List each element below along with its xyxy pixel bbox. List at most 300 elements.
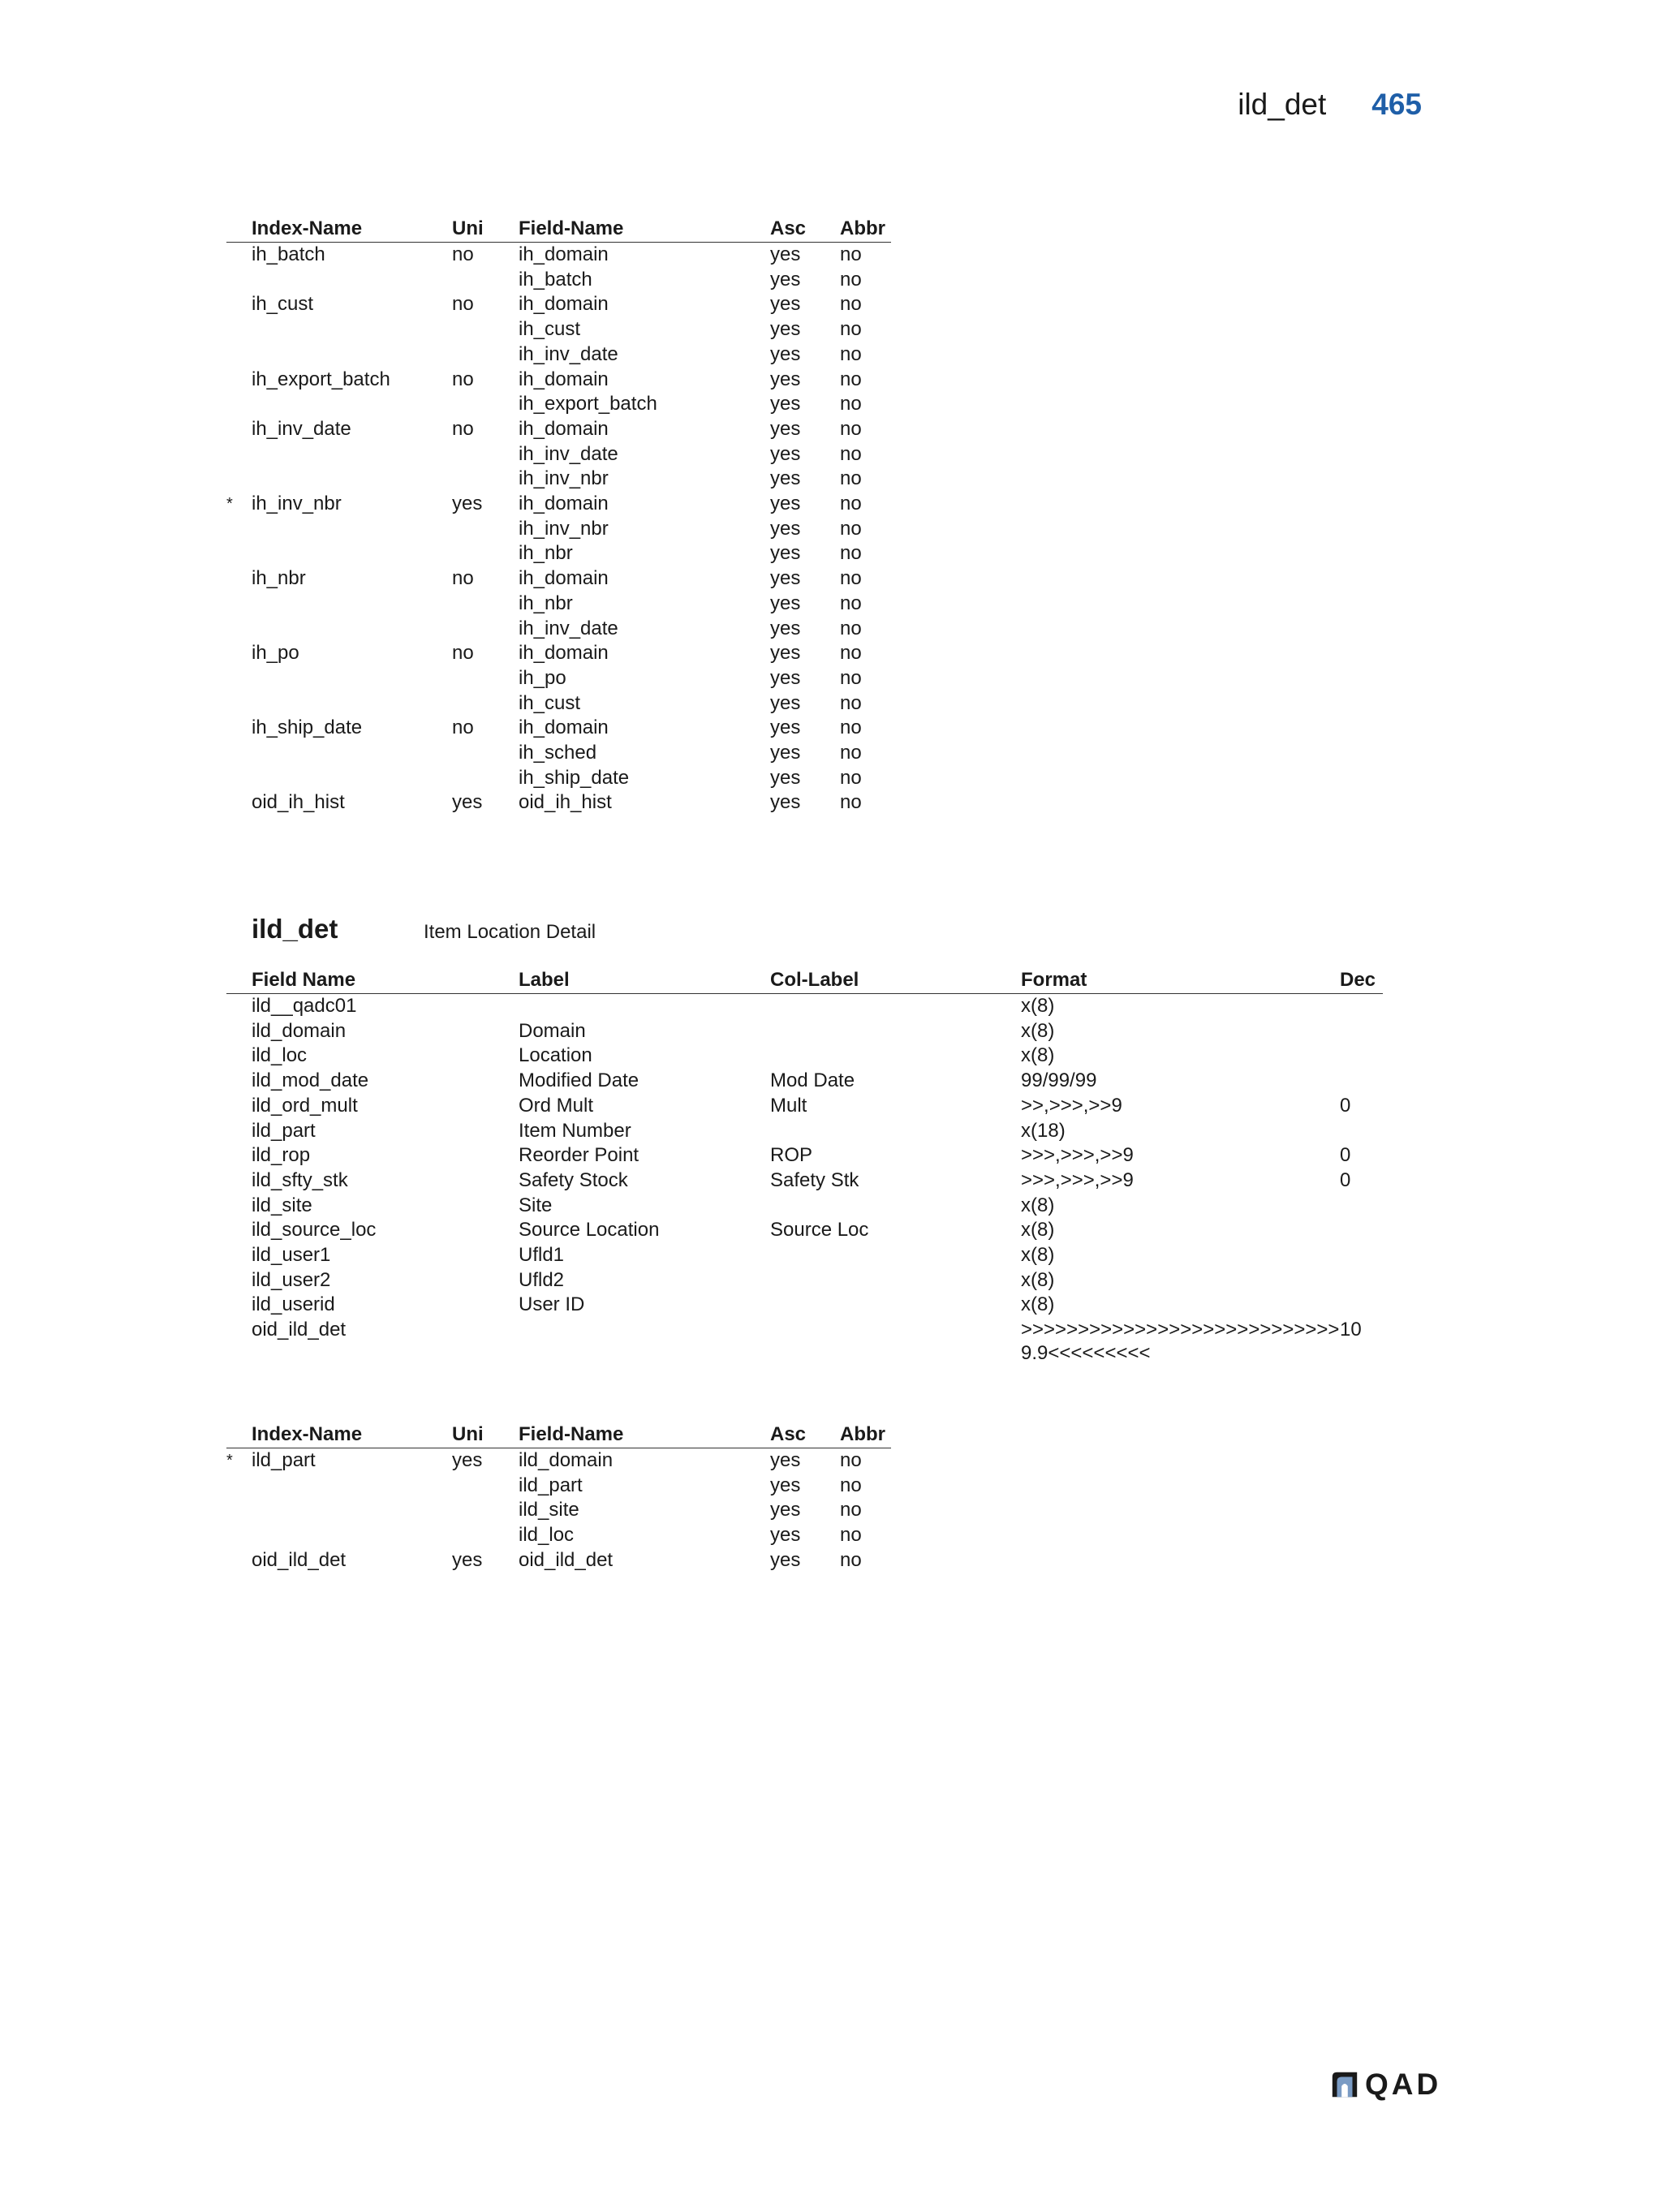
- index-table-body: [226, 1448, 891, 1573]
- uni-cell: [452, 268, 519, 293]
- abbr-cell: no: [840, 691, 862, 714]
- primary-index-marker: [226, 741, 252, 766]
- field-name-cell: ild_sfty_stk: [252, 1168, 348, 1191]
- field-name-cell: ild_ord_mult: [252, 1094, 358, 1117]
- index-name-cell: [252, 666, 452, 691]
- asc-cell: yes: [770, 1449, 801, 1471]
- label-cell: Item Number: [519, 1119, 631, 1142]
- uni-cell: [452, 666, 519, 691]
- field-name-cell: ih_inv_nbr: [519, 467, 609, 490]
- table-row: [226, 392, 891, 417]
- dec-cell: [1340, 1194, 1383, 1219]
- index-name-cell: ih_nbr: [252, 567, 306, 590]
- table-row: [226, 467, 891, 492]
- uni-cell: [452, 691, 519, 717]
- index-primary-marker-header: [226, 1418, 252, 1448]
- index-table-ih-hist: [226, 213, 891, 816]
- format-cell: >>>,>>>,>>9: [1021, 1144, 1134, 1167]
- label-cell: User ID: [519, 1293, 585, 1316]
- primary-index-marker: [226, 467, 252, 492]
- index-name-cell: [252, 1474, 452, 1499]
- table-row: [226, 666, 891, 691]
- field-name-cell: ild_part: [519, 1474, 583, 1496]
- table-row: [226, 1318, 1383, 1365]
- table-row: [226, 1019, 1383, 1044]
- table-row: [226, 1044, 1383, 1069]
- label-cell: Site: [519, 1194, 553, 1216]
- asc-cell: yes: [770, 368, 801, 390]
- field-name-cell: ih_domain: [519, 642, 609, 665]
- dec-cell: 0: [1340, 1168, 1351, 1191]
- row-spacer: [226, 1069, 252, 1094]
- label-cell: Ord Mult: [519, 1094, 594, 1117]
- uni-cell: no: [452, 417, 474, 440]
- table-row: [226, 741, 891, 766]
- index-name-cell: [252, 592, 452, 617]
- field-name-cell: ih_export_batch: [519, 393, 657, 415]
- format-cell: x(18): [1021, 1119, 1066, 1142]
- field-name-cell: oid_ild_det: [519, 1548, 614, 1571]
- primary-index-marker: [226, 317, 252, 342]
- uni-cell: no: [452, 368, 474, 390]
- table-row: [226, 292, 891, 317]
- uni-cell: [452, 1498, 519, 1523]
- table-row: [226, 442, 891, 467]
- table-row: [226, 1119, 1383, 1144]
- index-name-cell: [252, 467, 452, 492]
- field-name-cell: ih_inv_date: [519, 442, 618, 465]
- index-name-cell: [252, 766, 452, 791]
- table-row: [226, 317, 891, 342]
- table-description: Item Location Detail: [424, 921, 596, 943]
- col-label-cell: [770, 1194, 1021, 1219]
- asc-cell: yes: [770, 666, 801, 689]
- index-name-cell: [252, 691, 452, 717]
- abbr-cell: no: [840, 342, 862, 365]
- table-row: [226, 716, 891, 741]
- page-number: 465: [1371, 88, 1422, 121]
- index-name-cell: ih_inv_nbr: [252, 493, 342, 515]
- col-label-cell: Safety Stk: [770, 1168, 859, 1191]
- primary-index-marker: [226, 1523, 252, 1548]
- abbr-cell: no: [840, 318, 862, 341]
- index-name-cell: [252, 1523, 452, 1548]
- index-name-cell: [252, 268, 452, 293]
- asc-cell: yes: [770, 517, 801, 540]
- asc-cell: yes: [770, 293, 801, 316]
- primary-index-marker: [226, 292, 252, 317]
- abbr-cell: no: [840, 717, 862, 739]
- primary-index-marker: [226, 592, 252, 617]
- primary-index-marker: [226, 368, 252, 393]
- asc-cell: yes: [770, 268, 801, 290]
- uni-cell: [452, 442, 519, 467]
- page-header: [1238, 88, 1422, 122]
- field-name-cell: ild_part: [252, 1119, 316, 1142]
- table-row: [226, 994, 1383, 1019]
- col-header-label: Label: [519, 964, 770, 994]
- index-name-cell: [252, 1498, 452, 1523]
- col-label-cell: [770, 1268, 1021, 1293]
- dec-cell: 0: [1340, 1144, 1351, 1167]
- table-row: [226, 1448, 891, 1474]
- primary-index-marker: [226, 790, 252, 816]
- uni-cell: yes: [452, 1548, 483, 1571]
- table-row: [226, 790, 891, 816]
- index-name-cell: [252, 342, 452, 368]
- field-table-body: [226, 994, 1383, 1366]
- field-name-cell: ild_loc: [519, 1524, 575, 1547]
- field-name-cell: ild_site: [519, 1499, 579, 1521]
- col-header-field-name: Field-Name: [519, 1418, 770, 1448]
- col-header-format: Format: [1021, 964, 1340, 994]
- index-name-cell: [252, 392, 452, 417]
- primary-index-marker: [226, 268, 252, 293]
- table-row: [226, 641, 891, 666]
- table-row: [226, 417, 891, 442]
- uni-cell: yes: [452, 1449, 483, 1471]
- row-spacer: [226, 1094, 252, 1119]
- field-name-cell: ih_nbr: [519, 542, 573, 565]
- table-row: [226, 1293, 1383, 1318]
- field-name-cell: ih_domain: [519, 567, 609, 590]
- format-cell: x(8): [1021, 1044, 1055, 1067]
- index-name-cell: ih_export_batch: [252, 368, 390, 390]
- table-row: [226, 766, 891, 791]
- asc-cell: yes: [770, 742, 801, 764]
- table-row: [226, 492, 891, 517]
- asc-cell: yes: [770, 342, 801, 365]
- field-name-cell: oid_ih_hist: [519, 791, 612, 814]
- field-name-cell: ild_loc: [252, 1044, 308, 1067]
- uni-cell: yes: [452, 493, 483, 515]
- abbr-cell: no: [840, 517, 862, 540]
- primary-index-marker: [226, 243, 252, 268]
- field-name-cell: ih_domain: [519, 368, 609, 390]
- format-cell: x(8): [1021, 1244, 1055, 1267]
- table-row: [226, 1523, 891, 1548]
- primary-index-marker: [226, 342, 252, 368]
- table-row: [226, 1268, 1383, 1293]
- format-cell: >>>>>>>>>>>>>>>>>>>>>>>>>>>>9.9<<<<<<<<<: [1021, 1319, 1340, 1365]
- field-name-cell: ild_userid: [252, 1293, 335, 1316]
- primary-index-marker: [226, 417, 252, 442]
- field-name-cell: ih_cust: [519, 318, 581, 341]
- table-row: [226, 1218, 1383, 1243]
- row-spacer: [226, 1194, 252, 1219]
- col-header-abbr: Abbr: [840, 1418, 891, 1448]
- table-row: [226, 1474, 891, 1499]
- abbr-cell: no: [840, 393, 862, 415]
- uni-cell: [452, 617, 519, 642]
- abbr-cell: no: [840, 1449, 862, 1471]
- col-header-uni: Uni: [452, 1418, 519, 1448]
- asc-cell: yes: [770, 766, 801, 789]
- uni-cell: [452, 541, 519, 566]
- primary-index-marker: [226, 716, 252, 741]
- field-table-ild-det: [226, 964, 1383, 1365]
- col-label-cell: [770, 1044, 1021, 1069]
- dec-cell: 10: [1340, 1319, 1362, 1341]
- field-name-cell: ild_domain: [252, 1019, 347, 1042]
- primary-index-marker: [226, 1474, 252, 1499]
- dec-cell: [1340, 1019, 1383, 1044]
- field-name-cell: ih_po: [519, 666, 566, 689]
- field-name-cell: ih_nbr: [519, 592, 573, 614]
- table-row: [226, 691, 891, 717]
- index-name-cell: [252, 517, 452, 542]
- running-header-title: ild_det: [1238, 88, 1327, 121]
- row-spacer: [226, 1268, 252, 1293]
- primary-index-marker: [226, 442, 252, 467]
- label-cell: Ufld1: [519, 1244, 565, 1267]
- uni-cell: [452, 741, 519, 766]
- format-cell: >>>,>>>,>>9: [1021, 1168, 1134, 1191]
- col-label-cell: Mod Date: [770, 1069, 855, 1092]
- col-label-cell: [770, 1119, 1021, 1144]
- index-primary-marker-header: [226, 213, 252, 243]
- field-name-cell: ild_user2: [252, 1268, 331, 1291]
- index-name-cell: oid_ih_hist: [252, 791, 345, 814]
- field-name-cell: ild_mod_date: [252, 1069, 369, 1092]
- asc-cell: yes: [770, 1548, 801, 1571]
- col-label-cell: [770, 1293, 1021, 1318]
- table-row: [226, 566, 891, 592]
- primary-index-marker: [226, 766, 252, 791]
- abbr-cell: no: [840, 467, 862, 490]
- abbr-cell: no: [840, 742, 862, 764]
- field-name-cell: ih_domain: [519, 417, 609, 440]
- asc-cell: yes: [770, 393, 801, 415]
- label-cell: Safety Stock: [519, 1168, 628, 1191]
- dec-cell: [1340, 1218, 1383, 1243]
- table-row: [226, 1498, 891, 1523]
- uni-cell: [452, 467, 519, 492]
- abbr-cell: no: [840, 417, 862, 440]
- label-cell: [519, 994, 770, 1019]
- col-header-col-label: Col-Label: [770, 964, 1021, 994]
- col-header-uni: Uni: [452, 213, 519, 243]
- col-label-cell: Mult: [770, 1094, 807, 1117]
- abbr-cell: no: [840, 642, 862, 665]
- table-row: [226, 617, 891, 642]
- asc-cell: yes: [770, 467, 801, 490]
- row-spacer: [226, 1293, 252, 1318]
- format-cell: x(8): [1021, 1019, 1055, 1042]
- format-cell: x(8): [1021, 1268, 1055, 1291]
- abbr-cell: no: [840, 791, 862, 814]
- asc-cell: yes: [770, 542, 801, 565]
- uni-cell: [452, 392, 519, 417]
- label-cell: Domain: [519, 1019, 586, 1042]
- abbr-cell: no: [840, 243, 862, 265]
- table-row: [226, 1548, 891, 1573]
- primary-index-marker: [226, 1548, 252, 1573]
- qad-logo-icon: [1329, 2069, 1360, 2100]
- col-header-dec: Dec: [1340, 964, 1383, 994]
- row-spacer: [226, 1218, 252, 1243]
- field-name-cell: ih_domain: [519, 243, 609, 265]
- logo-wordmark: QAD: [1365, 2068, 1442, 2101]
- uni-cell: [452, 342, 519, 368]
- table-row: [226, 1069, 1383, 1094]
- asc-cell: yes: [770, 617, 801, 639]
- uni-cell: [452, 517, 519, 542]
- table-row: [226, 342, 891, 368]
- abbr-cell: no: [840, 1499, 862, 1521]
- asc-cell: yes: [770, 442, 801, 465]
- uni-cell: no: [452, 243, 474, 265]
- table-row: [226, 541, 891, 566]
- format-cell: x(8): [1021, 995, 1055, 1017]
- table-row: [226, 1243, 1383, 1268]
- abbr-cell: no: [840, 766, 862, 789]
- abbr-cell: no: [840, 1474, 862, 1496]
- primary-index-marker: [226, 617, 252, 642]
- format-cell: x(8): [1021, 1293, 1055, 1316]
- row-spacer: [226, 1318, 252, 1365]
- primary-index-marker: [226, 392, 252, 417]
- dec-cell: [1340, 1243, 1383, 1268]
- col-label-cell: [770, 1318, 1021, 1365]
- dec-cell: [1340, 1268, 1383, 1293]
- asc-cell: yes: [770, 1499, 801, 1521]
- field-name-cell: ih_inv_date: [519, 617, 618, 639]
- asc-cell: yes: [770, 791, 801, 814]
- abbr-cell: no: [840, 592, 862, 614]
- asc-cell: yes: [770, 642, 801, 665]
- row-spacer: [226, 1044, 252, 1069]
- index-name-cell: [252, 617, 452, 642]
- index-name-cell: oid_ild_det: [252, 1548, 347, 1571]
- label-cell: [519, 1318, 770, 1365]
- index-table-ild-det: [226, 1418, 891, 1573]
- abbr-cell: no: [840, 617, 862, 639]
- primary-index-marker: [226, 666, 252, 691]
- col-header-field-name: Field Name: [252, 964, 519, 994]
- row-spacer: [226, 1243, 252, 1268]
- label-cell: Modified Date: [519, 1069, 639, 1092]
- primary-index-marker: [226, 517, 252, 542]
- table-row: [226, 517, 891, 542]
- index-name-cell: ild_part: [252, 1449, 316, 1471]
- col-header-abbr: Abbr: [840, 213, 891, 243]
- row-spacer: [226, 994, 252, 1019]
- primary-index-marker: [226, 691, 252, 717]
- field-name-cell: ih_inv_nbr: [519, 517, 609, 540]
- asc-cell: yes: [770, 318, 801, 341]
- asc-cell: yes: [770, 567, 801, 590]
- table-row: [226, 592, 891, 617]
- index-name-cell: ih_ship_date: [252, 717, 363, 739]
- field-name-cell: ih_sched: [519, 742, 597, 764]
- col-label-cell: ROP: [770, 1144, 813, 1167]
- row-spacer: [226, 1168, 252, 1194]
- table-row: [226, 1094, 1383, 1119]
- index-name-cell: [252, 541, 452, 566]
- abbr-cell: no: [840, 567, 862, 590]
- primary-index-marker: [226, 1498, 252, 1523]
- field-name-cell: ild_site: [252, 1194, 312, 1216]
- primary-index-marker: [226, 641, 252, 666]
- uni-cell: no: [452, 642, 474, 665]
- abbr-cell: no: [840, 442, 862, 465]
- index-table-body: [226, 243, 891, 816]
- label-cell: Location: [519, 1044, 592, 1067]
- field-name-cell: ih_ship_date: [519, 766, 630, 789]
- format-cell: 99/99/99: [1021, 1069, 1097, 1092]
- field-name-cell: ih_inv_date: [519, 342, 618, 365]
- asc-cell: yes: [770, 691, 801, 714]
- abbr-cell: no: [840, 268, 862, 290]
- field-table-header: [226, 964, 1383, 994]
- index-name-cell: [252, 442, 452, 467]
- uni-cell: [452, 766, 519, 791]
- label-cell: Source Location: [519, 1219, 660, 1242]
- field-name-cell: ild_rop: [252, 1144, 311, 1167]
- asc-cell: yes: [770, 717, 801, 739]
- index-name-cell: ih_cust: [252, 293, 314, 316]
- asc-cell: yes: [770, 417, 801, 440]
- index-name-cell: ih_inv_date: [252, 417, 351, 440]
- primary-index-marker: *: [226, 495, 233, 514]
- abbr-cell: no: [840, 1524, 862, 1547]
- table-row: [226, 1143, 1383, 1168]
- field-name-cell: ih_batch: [519, 268, 592, 290]
- col-label-cell: [770, 1243, 1021, 1268]
- col-label-cell: [770, 994, 1021, 1019]
- dec-cell: [1340, 1293, 1383, 1318]
- index-table-header: [226, 1418, 891, 1448]
- field-name-cell: ih_domain: [519, 293, 609, 316]
- abbr-cell: no: [840, 293, 862, 316]
- label-cell: Ufld2: [519, 1268, 565, 1291]
- table-name: ild_det: [252, 914, 338, 944]
- field-table-spacer: [226, 964, 252, 994]
- uni-cell: [452, 1523, 519, 1548]
- abbr-cell: no: [840, 542, 862, 565]
- uni-cell: [452, 592, 519, 617]
- abbr-cell: no: [840, 368, 862, 390]
- field-name-cell: ih_domain: [519, 493, 609, 515]
- uni-cell: yes: [452, 791, 483, 814]
- field-name-cell: ild_domain: [519, 1449, 614, 1471]
- asc-cell: yes: [770, 592, 801, 614]
- table-section-title: [252, 914, 596, 945]
- col-label-cell: [770, 1019, 1021, 1044]
- format-cell: x(8): [1021, 1219, 1055, 1242]
- abbr-cell: no: [840, 493, 862, 515]
- index-name-cell: ih_batch: [252, 243, 325, 265]
- asc-cell: yes: [770, 243, 801, 265]
- index-name-cell: [252, 317, 452, 342]
- col-header-index-name: Index-Name: [252, 213, 452, 243]
- format-cell: >>,>>>,>>9: [1021, 1094, 1122, 1117]
- abbr-cell: no: [840, 1548, 862, 1571]
- qad-logo: [1329, 2068, 1441, 2102]
- dec-cell: [1340, 1044, 1383, 1069]
- table-row: [226, 243, 891, 268]
- dec-cell: [1340, 1119, 1383, 1144]
- table-row: [226, 1168, 1383, 1194]
- abbr-cell: no: [840, 666, 862, 689]
- dec-cell: [1340, 1069, 1383, 1094]
- label-cell: Reorder Point: [519, 1144, 639, 1167]
- col-header-asc: Asc: [770, 1418, 840, 1448]
- col-header-asc: Asc: [770, 213, 840, 243]
- primary-index-marker: *: [226, 1452, 233, 1470]
- field-name-cell: ild_source_loc: [252, 1219, 377, 1242]
